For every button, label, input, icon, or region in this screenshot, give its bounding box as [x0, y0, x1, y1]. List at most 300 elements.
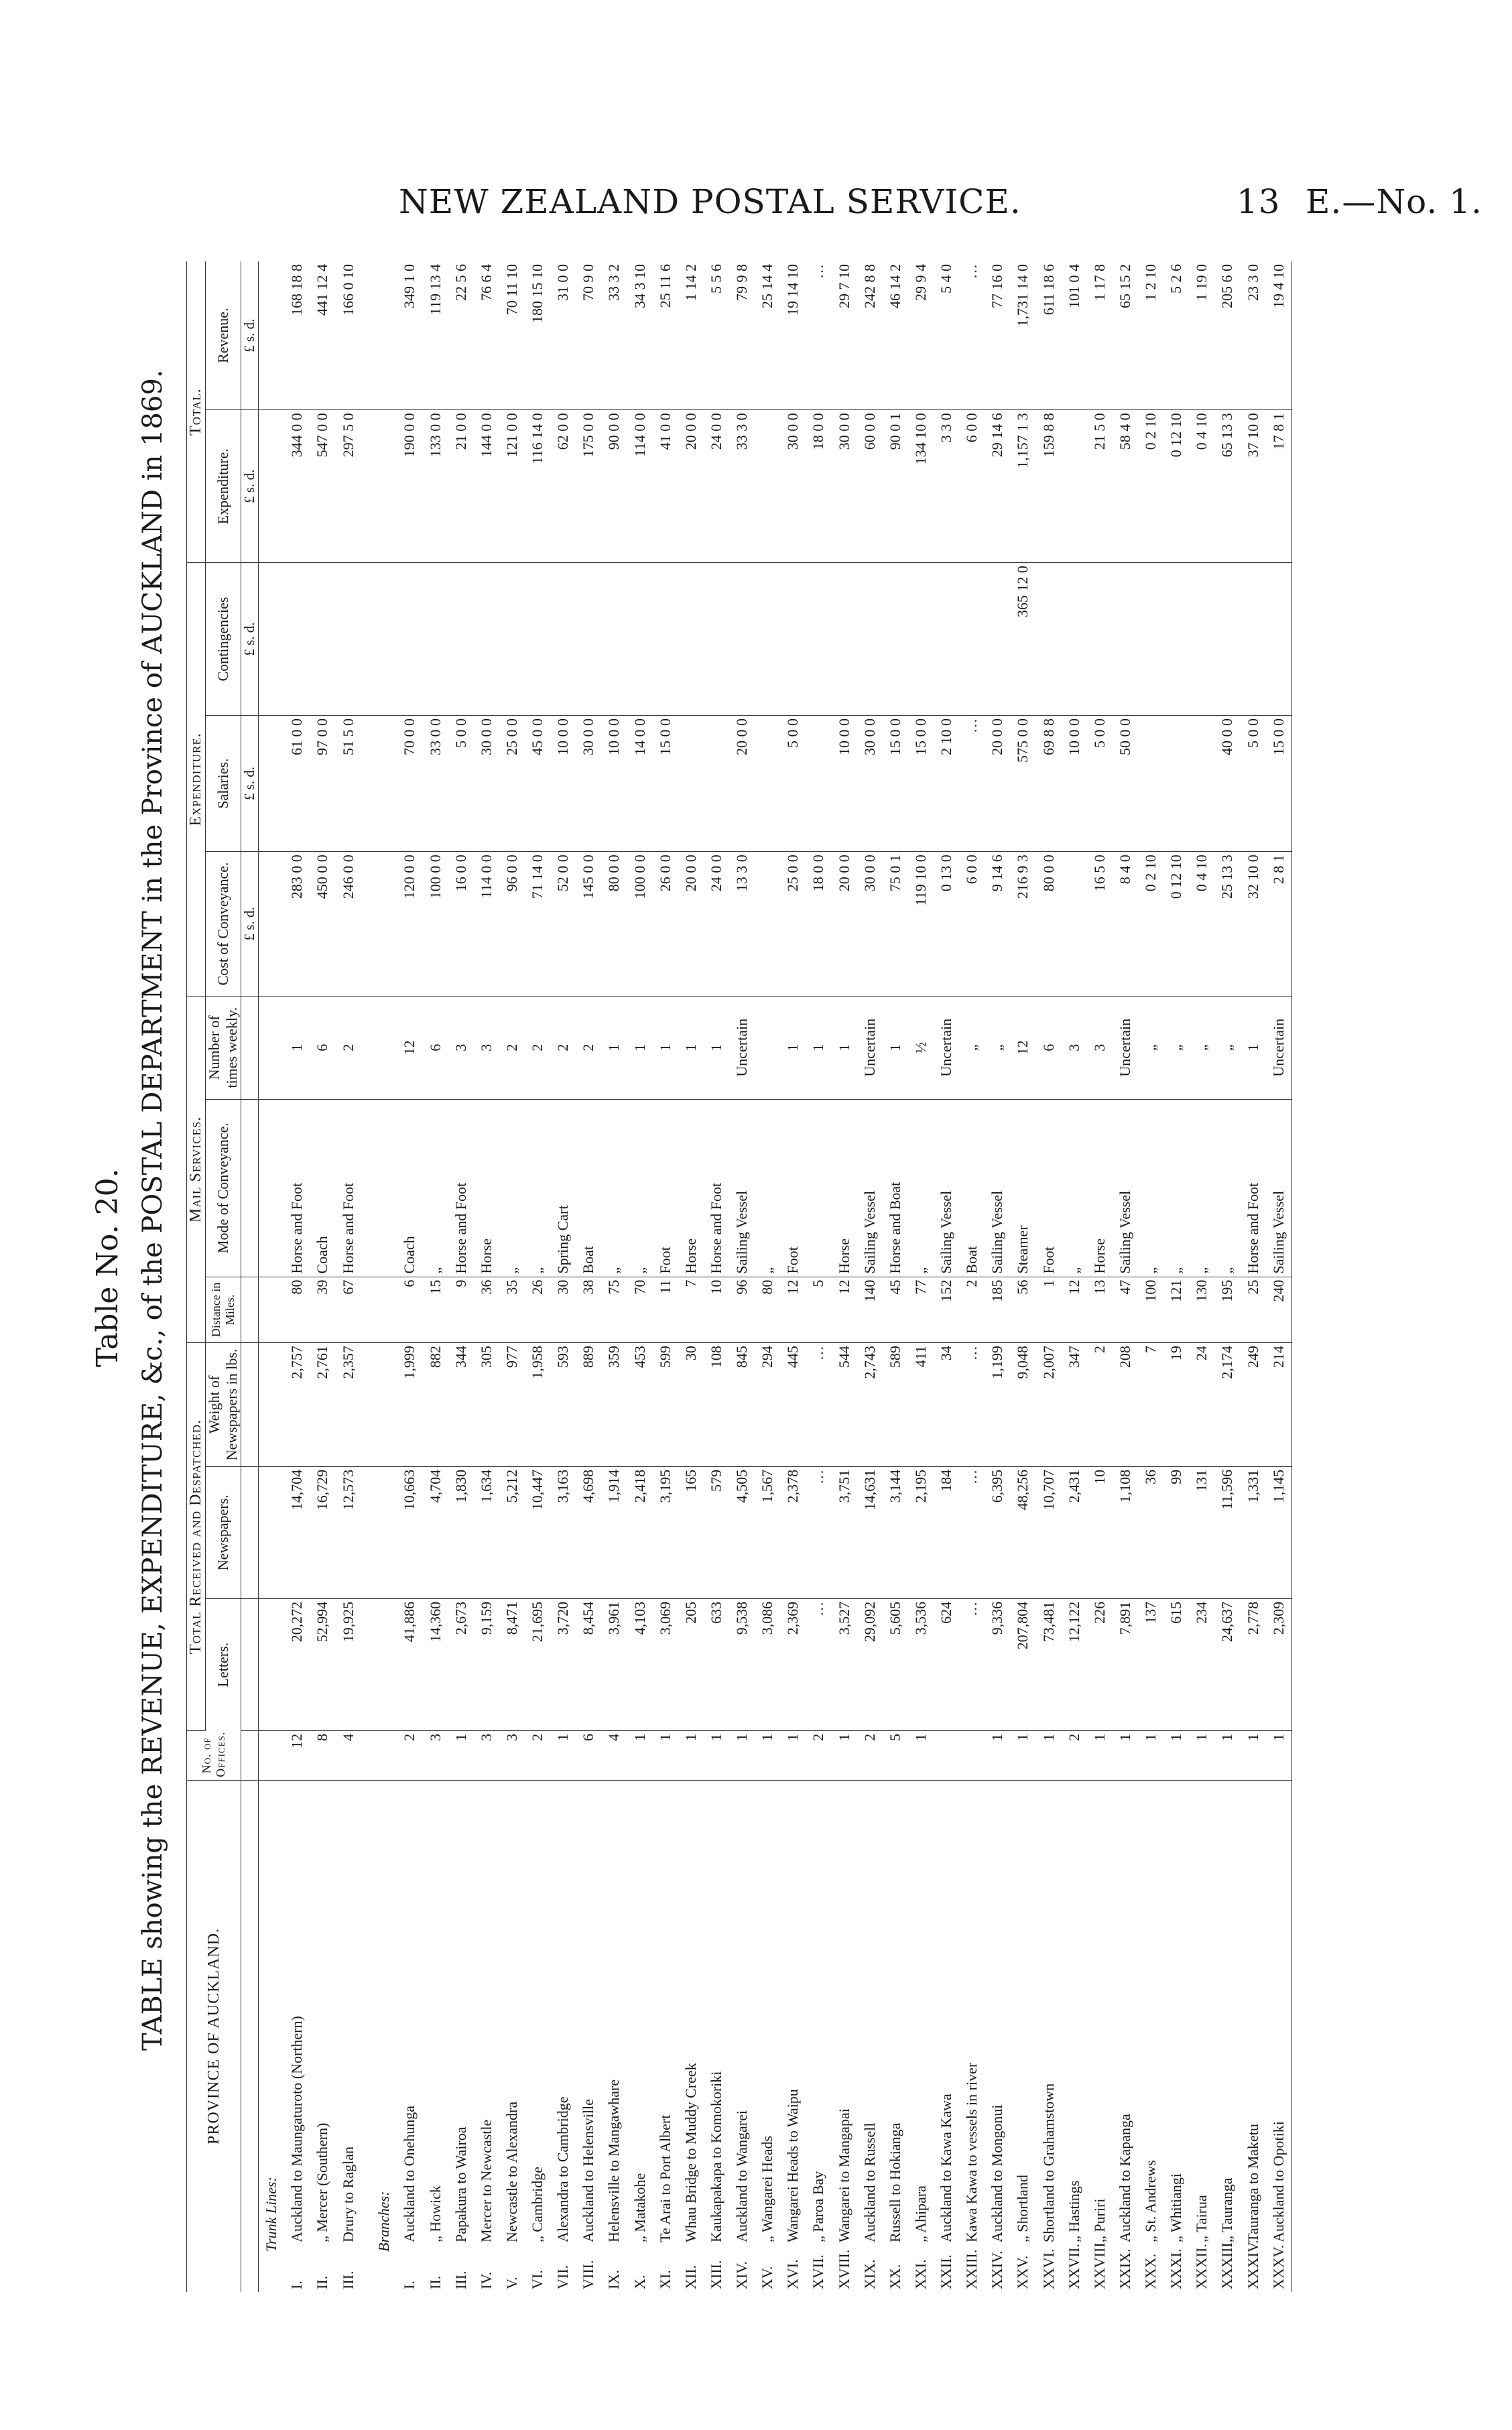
cell-distance: 80: [284, 1277, 310, 1343]
table-row: [704, 261, 729, 2292]
cell-times: Uncertain: [857, 996, 883, 1099]
route-name: „ Cambridge: [529, 2166, 546, 2242]
cell-letters: 3,720: [550, 1598, 576, 1730]
cell-cost: 18 0 0: [806, 852, 831, 997]
cell-route: [397, 1780, 422, 2292]
cell-expenditure: [1062, 410, 1087, 563]
cell-weight: 453: [627, 1343, 653, 1467]
cell-route: [550, 1780, 576, 2292]
cell-expenditure: 29 14 6: [985, 410, 1010, 563]
cell-weight: 889: [576, 1343, 601, 1467]
cell-distance: 56: [1010, 1277, 1035, 1343]
cell-contingencies: [525, 563, 550, 716]
route-number: XXVIII.: [1090, 2238, 1108, 2289]
cell-route: [1241, 1780, 1266, 2292]
cell-route: [1163, 1780, 1189, 2292]
header-weight: Weight of Newspapers in lbs.: [206, 1343, 241, 1467]
cell-newspapers: 14,631: [857, 1466, 883, 1598]
cell-distance: 9: [448, 1277, 474, 1343]
route-number: VII.: [554, 2264, 572, 2289]
cell-salaries: 40 0 0: [1214, 716, 1240, 852]
cell-salaries: 15 0 0: [883, 716, 908, 852]
cell-salaries: 10 0 0: [601, 716, 627, 852]
cell-newspapers: 3,163: [550, 1466, 576, 1598]
cell-salaries: 25 0 0: [499, 716, 525, 852]
cell-salaries: 20 0 0: [985, 716, 1010, 852]
cell-offices: 2: [1062, 1730, 1087, 1780]
cell-newspapers: 6,395: [985, 1466, 1010, 1598]
route-number: II.: [314, 2275, 331, 2289]
cell-mode: „: [908, 1099, 934, 1277]
cell-offices: 1: [627, 1730, 653, 1780]
cell-mode: Coach: [310, 1099, 335, 1277]
table-number: Table No. 20.: [90, 1168, 125, 1367]
cell-salaries: 30 0 0: [576, 716, 601, 852]
cell-salaries: 15 0 0: [908, 716, 934, 852]
cell-times: Uncertain: [934, 996, 959, 1099]
cell-expenditure: 6 0 0: [959, 410, 985, 563]
table-row: [423, 261, 448, 2292]
cell-contingencies: [704, 563, 729, 716]
cell-mode: Horse and Foot: [704, 1099, 729, 1277]
cell-route: [499, 1780, 525, 2292]
cell-newspapers: 131: [1189, 1466, 1214, 1598]
cell-contingencies: [1113, 563, 1138, 716]
cell-route: [423, 1780, 448, 2292]
cell-cost: 0 12 10: [1163, 852, 1189, 997]
cell-cost: 52 0 0: [550, 852, 576, 997]
cell-newspapers: 579: [704, 1466, 729, 1598]
cell-mode: „: [1214, 1099, 1240, 1277]
route-name: Wangarei to Mangapai: [835, 2108, 853, 2242]
cell-letters: 19,925: [335, 1598, 361, 1730]
cell-route: [755, 1780, 780, 2292]
cell-distance: 12: [832, 1277, 857, 1343]
table-row: [1214, 261, 1240, 2292]
cell-weight: 34: [934, 1343, 959, 1467]
cell-expenditure: 0 4 10: [1189, 410, 1214, 563]
cell-newspapers: 2,418: [627, 1466, 653, 1598]
header-revenue: Revenue.: [206, 261, 241, 410]
cell-mode: Foot: [653, 1099, 678, 1277]
route-name: „ Ahipara: [911, 2185, 929, 2242]
cell-cost: 25 0 0: [780, 852, 806, 997]
cell-revenue: 34 3 10: [627, 261, 653, 410]
route-number: XXXII.: [1193, 2244, 1210, 2289]
cell-offices: 1: [755, 1730, 780, 1780]
cell-expenditure: 62 0 0: [550, 410, 576, 563]
header-province: PROVINCE OF AUCKLAND.: [187, 1780, 241, 2292]
cell-letters: 5,605: [883, 1598, 908, 1730]
cell-offices: [959, 1730, 985, 1780]
cell-route: [883, 1780, 908, 2292]
cell-revenue: 46 14 2: [883, 261, 908, 410]
table-row: [678, 261, 704, 2292]
cell-newspapers: 16,729: [310, 1466, 335, 1598]
route-name: Auckland to Wangarei: [733, 2110, 751, 2242]
page-number: 13: [1237, 182, 1281, 221]
cell-expenditure: 297 5 0: [335, 410, 361, 563]
cell-newspapers: 1,830: [448, 1466, 474, 1598]
cell-revenue: 29 9 4: [908, 261, 934, 410]
table-row: [474, 261, 499, 2292]
cell-times: Uncertain: [1266, 996, 1292, 1099]
cell-offices: 1: [1214, 1730, 1240, 1780]
table-row: [335, 261, 361, 2292]
header-offices: No. of Offices.: [187, 1730, 241, 1780]
cell-expenditure: 344 0 0: [284, 410, 310, 563]
cell-mode: „: [1163, 1099, 1189, 1277]
cell-salaries: 45 0 0: [525, 716, 550, 852]
cell-distance: 36: [474, 1277, 499, 1343]
cell-expenditure: 0 2 10: [1138, 410, 1163, 563]
cell-cost: 13 3 0: [729, 852, 755, 997]
cell-times: 1: [678, 996, 704, 1099]
cell-weight: 845: [729, 1343, 755, 1467]
route-number: XII.: [682, 2264, 699, 2289]
cell-offices: 1: [1113, 1730, 1138, 1780]
cell-distance: 7: [678, 1277, 704, 1343]
cell-salaries: …: [959, 716, 985, 852]
cell-mode: Steamer: [1010, 1099, 1035, 1277]
cell-weight: 599: [653, 1343, 678, 1467]
cell-times: Uncertain: [729, 996, 755, 1099]
cell-weight: 108: [704, 1343, 729, 1467]
cell-route: [653, 1780, 678, 2292]
cell-revenue: 25 14 4: [755, 261, 780, 410]
cell-route: [1266, 1780, 1292, 2292]
cell-distance: 96: [729, 1277, 755, 1343]
cell-expenditure: [755, 410, 780, 563]
cell-contingencies: [1138, 563, 1163, 716]
cell-times: [755, 996, 780, 1099]
cell-distance: 30: [550, 1277, 576, 1343]
cell-weight: 411: [908, 1343, 934, 1467]
cell-weight: 1,958: [525, 1343, 550, 1467]
table-row: [397, 261, 422, 2292]
table-body: [259, 261, 1292, 2292]
route-name: Auckland to Kawa Kawa: [938, 2094, 955, 2242]
cell-offices: 4: [335, 1730, 361, 1780]
cell-expenditure: 114 0 0: [627, 410, 653, 563]
cell-times: 6: [310, 996, 335, 1099]
cell-weight: 9,048: [1010, 1343, 1035, 1467]
cell-mode: „: [499, 1099, 525, 1277]
cell-mode: Boat: [959, 1099, 985, 1277]
cell-expenditure: 90 0 1: [883, 410, 908, 563]
cell-mode: Sailing Vessel: [985, 1099, 1010, 1277]
cell-expenditure: 144 0 0: [474, 410, 499, 563]
cell-weight: 2,007: [1036, 1343, 1062, 1467]
cell-mode: „: [525, 1099, 550, 1277]
cell-distance: 77: [908, 1277, 934, 1343]
route-number: XXXV.: [1269, 2244, 1287, 2289]
cell-cost: 25 13 3: [1214, 852, 1240, 997]
cell-expenditure: 159 8 8: [1036, 410, 1062, 563]
cell-contingencies: [832, 563, 857, 716]
cell-letters: 137: [1138, 1598, 1163, 1730]
cell-revenue: 79 9 8: [729, 261, 755, 410]
cell-times: 6: [423, 996, 448, 1099]
cell-weight: 2,174: [1214, 1343, 1240, 1467]
cell-expenditure: 18 0 0: [806, 410, 831, 563]
cell-offices: 2: [397, 1730, 422, 1780]
cell-cost: 450 0 0: [310, 852, 335, 997]
cell-times: 2: [499, 996, 525, 1099]
cell-times: 1: [806, 996, 831, 1099]
cell-letters: 9,336: [985, 1598, 1010, 1730]
cell-offices: 12: [284, 1730, 310, 1780]
cell-revenue: 205 6 0: [1214, 261, 1240, 410]
cell-mode: Coach: [397, 1099, 422, 1277]
cell-distance: 47: [1113, 1277, 1138, 1343]
cell-mode: Sailing Vessel: [1113, 1099, 1138, 1277]
cell-revenue: 31 0 0: [550, 261, 576, 410]
cell-mode: „: [627, 1099, 653, 1277]
route-number: XXIX.: [1116, 2248, 1133, 2289]
cell-salaries: 51 5 0: [335, 716, 361, 852]
cell-distance: 100: [1138, 1277, 1163, 1343]
route-name: Auckland to Russell: [861, 2122, 878, 2242]
cell-offices: 2: [525, 1730, 550, 1780]
cell-route: [780, 1780, 806, 2292]
table-row: [499, 261, 525, 2292]
table-row: [832, 261, 857, 2292]
cell-times: „: [1214, 996, 1240, 1099]
cell-expenditure: 30 0 0: [780, 410, 806, 563]
cell-times: 1: [883, 996, 908, 1099]
cell-salaries: 10 0 0: [1062, 716, 1087, 852]
cell-distance: 130: [1189, 1277, 1214, 1343]
cell-times: 6: [1036, 996, 1062, 1099]
table-row: [857, 261, 883, 2292]
cell-mode: „: [601, 1099, 627, 1277]
cell-offices: 1: [704, 1730, 729, 1780]
cell-letters: 2,673: [448, 1598, 474, 1730]
cell-weight: …: [959, 1343, 985, 1467]
cell-route: [908, 1780, 934, 2292]
cell-contingencies: [576, 563, 601, 716]
cell-expenditure: 1,157 1 3: [1010, 410, 1035, 563]
cell-cost: 0 2 10: [1138, 852, 1163, 997]
route-number: XXXIII.: [1218, 2238, 1236, 2289]
cell-distance: 26: [525, 1277, 550, 1343]
cell-mode: Horse and Boat: [883, 1099, 908, 1277]
cell-times: „: [985, 996, 1010, 1099]
cell-distance: 75: [601, 1277, 627, 1343]
cell-newspapers: …: [806, 1466, 831, 1598]
cell-distance: 121: [1163, 1277, 1189, 1343]
table-row: [525, 261, 550, 2292]
cell-salaries: [806, 716, 831, 852]
route-name: Kaukapakapa to Komokoriki: [707, 2071, 724, 2242]
cell-contingencies: [755, 563, 780, 716]
route-name: Wangarei Heads to Waipu: [784, 2089, 802, 2242]
cell-expenditure: 121 0 0: [499, 410, 525, 563]
route-name: Helensville to Mangawhare: [605, 2079, 623, 2242]
cell-newspapers: 36: [1138, 1466, 1163, 1598]
cell-distance: 45: [883, 1277, 908, 1343]
cell-salaries: [1163, 716, 1189, 852]
route-number: IV.: [477, 2272, 495, 2289]
section-branches-label: Branches:: [375, 2191, 393, 2252]
route-number: III.: [339, 2271, 357, 2289]
cell-revenue: 5 4 0: [934, 261, 959, 410]
cell-contingencies: [627, 563, 653, 716]
cell-mode: Sailing Vessel: [1266, 1099, 1292, 1277]
cell-newspapers: 10,707: [1036, 1466, 1062, 1598]
cell-revenue: 19 4 10: [1266, 261, 1292, 410]
cell-offices: 3: [423, 1730, 448, 1780]
cell-letters: 3,069: [653, 1598, 678, 1730]
cell-weight: 1,999: [397, 1343, 422, 1467]
cell-times: „: [1163, 996, 1189, 1099]
cell-revenue: 166 0 10: [335, 261, 361, 410]
table-row: [1241, 261, 1266, 2292]
cell-cost: 145 0 0: [576, 852, 601, 997]
cell-letters: 633: [704, 1598, 729, 1730]
cell-mode: „: [1138, 1099, 1163, 1277]
route-name: „ Tauranga: [1218, 2177, 1236, 2242]
route-name: Auckland to Mongonui: [989, 2104, 1006, 2242]
cell-route: [448, 1780, 474, 2292]
cell-offices: 1: [729, 1730, 755, 1780]
cell-letters: 24,637: [1214, 1598, 1240, 1730]
cell-contingencies: [550, 563, 576, 716]
cell-mode: „: [423, 1099, 448, 1277]
cell-contingencies: [908, 563, 934, 716]
cell-weight: 214: [1266, 1343, 1292, 1467]
cell-mode: Horse and Foot: [448, 1099, 474, 1277]
cell-offices: 1: [908, 1730, 934, 1780]
route-name: Shortland to Grahamstown: [1040, 2083, 1057, 2242]
cell-mode: „: [1189, 1099, 1214, 1277]
cell-salaries: 5 0 0: [780, 716, 806, 852]
route-number: XXXI.: [1168, 2248, 1185, 2289]
cell-newspapers: 1,108: [1113, 1466, 1138, 1598]
cell-route: [474, 1780, 499, 2292]
cell-contingencies: [780, 563, 806, 716]
section-trunk-lines-label: Trunk Lines:: [263, 2177, 280, 2252]
cell-contingencies: [1214, 563, 1240, 716]
cell-newspapers: 2,195: [908, 1466, 934, 1598]
cell-newspapers: 1,145: [1266, 1466, 1292, 1598]
cell-times: 1: [1241, 996, 1266, 1099]
cell-contingencies: [1163, 563, 1189, 716]
cell-contingencies: [310, 563, 335, 716]
units-cost: £ s. d.: [241, 852, 259, 997]
rotated-table-container: [186, 261, 1292, 2292]
cell-expenditure: 60 0 0: [857, 410, 883, 563]
cell-times: 1: [601, 996, 627, 1099]
cell-distance: 1: [1036, 1277, 1062, 1343]
cell-cost: [1062, 852, 1087, 997]
cell-route: [678, 1780, 704, 2292]
cell-mode: „: [755, 1099, 780, 1277]
route-name: Auckland to Onehunga: [401, 2105, 418, 2242]
cell-route: [1062, 1780, 1087, 2292]
cell-expenditure: 37 10 0: [1241, 410, 1266, 563]
cell-expenditure: 190 0 0: [397, 410, 422, 563]
cell-salaries: 5 0 0: [448, 716, 474, 852]
route-name: Te Arai to Port Albert: [656, 2114, 674, 2242]
cell-distance: 12: [1062, 1277, 1087, 1343]
cell-mode: Horse and Foot: [1241, 1099, 1266, 1277]
cell-revenue: 119 13 4: [423, 261, 448, 410]
cell-contingencies: [857, 563, 883, 716]
cell-route: [959, 1780, 985, 2292]
cell-times: 1: [780, 996, 806, 1099]
cell-salaries: 15 0 0: [653, 716, 678, 852]
table-caption: TABLE showing the REVENUE, EXPENDITURE, &c., of the POSTAL DEPARTMENT in the Province of AUCKLAND in 1869.: [137, 369, 168, 2051]
cell-weight: 208: [1113, 1343, 1138, 1467]
cell-letters: 2,778: [1241, 1598, 1266, 1730]
cell-newspapers: 4,704: [423, 1466, 448, 1598]
route-number: XXVI.: [1040, 2248, 1057, 2289]
cell-route: [985, 1780, 1010, 2292]
units-revenue: £ s. d.: [241, 261, 259, 410]
header-group-total-received: Total Received and Despatched.: [187, 1343, 206, 1731]
table-row: [729, 261, 755, 2292]
units-salaries: £ s. d.: [241, 716, 259, 852]
cell-revenue: 1,731 14 0: [1010, 261, 1035, 410]
cell-weight: 882: [423, 1343, 448, 1467]
cell-weight: 294: [755, 1343, 780, 1467]
cell-letters: 4,103: [627, 1598, 653, 1730]
cell-salaries: [1189, 716, 1214, 852]
cell-revenue: 70 9 0: [576, 261, 601, 410]
cell-weight: 7: [1138, 1343, 1163, 1467]
header-group-total: Total.: [187, 261, 206, 563]
cell-revenue: 441 12 4: [310, 261, 335, 410]
cell-cost: 2 8 1: [1266, 852, 1292, 997]
cell-offices: 3: [499, 1730, 525, 1780]
cell-route: [729, 1780, 755, 2292]
header-letters: Letters.: [206, 1598, 241, 1730]
route-number: XIX.: [861, 2259, 878, 2289]
cell-times: 12: [1010, 996, 1035, 1099]
cell-salaries: [678, 716, 704, 852]
cell-expenditure: 0 12 10: [1163, 410, 1189, 563]
cell-contingencies: [653, 563, 678, 716]
cell-cost: 75 0 1: [883, 852, 908, 997]
table-row: [601, 261, 627, 2292]
cell-cost: 114 0 0: [474, 852, 499, 997]
cell-offices: 1: [1266, 1730, 1292, 1780]
cell-newspapers: 1,331: [1241, 1466, 1266, 1598]
cell-times: 12: [397, 996, 422, 1099]
route-name: „ Tairua: [1193, 2195, 1210, 2242]
cell-newspapers: 1,567: [755, 1466, 780, 1598]
cell-revenue: 70 11 10: [499, 261, 525, 410]
header-number: Number of times weekly.: [206, 996, 241, 1099]
cell-offices: 1: [1010, 1730, 1035, 1780]
cell-contingencies: [934, 563, 959, 716]
cell-distance: 13: [1087, 1277, 1113, 1343]
cell-distance: 6: [397, 1277, 422, 1343]
cell-weight: 589: [883, 1343, 908, 1467]
route-number: VI.: [529, 2270, 546, 2289]
cell-distance: 35: [499, 1277, 525, 1343]
cell-distance: 39: [310, 1277, 335, 1343]
cell-times: 2: [576, 996, 601, 1099]
cell-letters: 8,454: [576, 1598, 601, 1730]
cell-weight: 30: [678, 1343, 704, 1467]
cell-route: [601, 1780, 627, 2292]
cell-contingencies: [883, 563, 908, 716]
cell-cost: 16 5 0: [1087, 852, 1113, 997]
cell-mode: Horse and Foot: [284, 1099, 310, 1277]
